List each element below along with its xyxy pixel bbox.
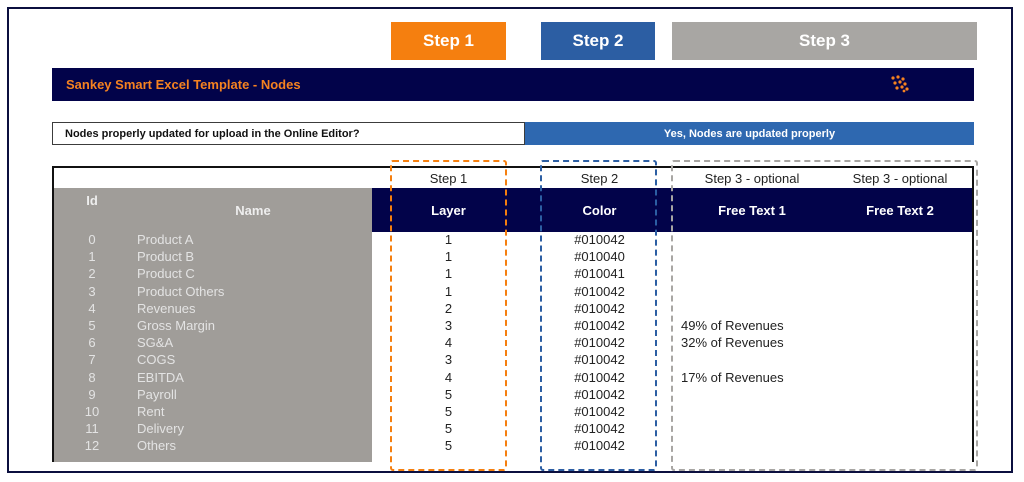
step-1-column-label: Step 1: [429, 170, 468, 186]
row-layer: 5: [444, 438, 453, 454]
row-id: 8: [88, 369, 96, 385]
row-layer: 2: [444, 300, 453, 316]
row-layer: 1: [444, 232, 453, 247]
row-color: #010042: [574, 386, 625, 402]
row-layer: 4: [444, 369, 453, 385]
row-color: #010042: [574, 232, 625, 247]
id-header: Id: [86, 193, 98, 208]
row-layer: 1: [444, 249, 453, 265]
row-id: 9: [88, 386, 96, 402]
layer-header: Layer: [431, 202, 466, 218]
row-id: 10: [84, 404, 100, 419]
row-free-text-1: 32% of Revenues: [681, 335, 784, 351]
row-id: 4: [88, 300, 96, 316]
step-3-highlight: [671, 160, 978, 471]
row-id: 5: [88, 318, 96, 333]
row-id: 3: [88, 283, 96, 299]
row-layer: 1: [444, 266, 453, 282]
row-id: 1: [88, 249, 96, 265]
row-layer: 3: [444, 318, 453, 333]
free-text-1-header: Free Text 1: [718, 202, 786, 218]
row-name: Gross Margin: [137, 318, 216, 333]
row-name: Product B: [137, 249, 195, 265]
step-2-button[interactable]: Step 2: [541, 22, 655, 60]
row-layer: 1: [444, 283, 453, 299]
update-check-question: [52, 122, 525, 145]
update-check-status: [525, 122, 974, 145]
row-name: Rent: [137, 404, 165, 419]
step-3-free1-label: Step 3 - optional: [704, 170, 800, 186]
row-id: 12: [84, 438, 100, 454]
step-2-column-label: Step 2: [580, 170, 619, 186]
banner-title: Sankey Smart Excel Template - Nodes: [66, 77, 301, 92]
color-header: Color: [582, 202, 617, 218]
sankey-logo-icon: [889, 74, 911, 94]
row-id: 7: [88, 352, 96, 368]
row-name: SG&A: [137, 335, 174, 351]
row-name: Product A: [137, 232, 194, 247]
step-3-free2-label: Step 3 - optional: [852, 170, 948, 186]
row-layer: 5: [444, 386, 453, 402]
row-name: Product C: [137, 266, 195, 282]
row-color: #010042: [574, 352, 625, 368]
status-text: Yes, Nodes are updated properly: [663, 127, 836, 140]
template-banner: [52, 68, 974, 101]
row-id: 0: [88, 232, 96, 247]
row-name: COGS: [137, 352, 176, 368]
row-layer: 5: [444, 404, 453, 419]
row-color: #010042: [574, 283, 625, 299]
row-id: 2: [88, 266, 96, 282]
free-text-2-header: Free Text 2: [866, 202, 934, 218]
step-2-highlight: [540, 160, 657, 471]
row-name: EBITDA: [137, 369, 184, 385]
row-color: #010042: [574, 318, 625, 333]
row-free-text-1: 49% of Revenues: [681, 318, 784, 333]
row-layer: 5: [444, 421, 453, 437]
row-id: 11: [85, 421, 99, 437]
row-name: Payroll: [137, 386, 177, 402]
row-layer: 4: [444, 335, 453, 351]
row-color: #010041: [574, 266, 625, 282]
name-header: Name: [235, 203, 271, 218]
step-1-button[interactable]: Step 1: [391, 22, 506, 60]
row-layer: 3: [444, 352, 453, 368]
row-color: #010040: [574, 249, 625, 265]
row-color: #010042: [574, 421, 625, 437]
row-id: 6: [88, 335, 96, 351]
row-name: Product Others: [137, 283, 225, 299]
row-name: Delivery: [137, 421, 184, 437]
row-color: #010042: [574, 300, 625, 316]
row-free-text-1: 17% of Revenues: [681, 369, 784, 385]
question-text: Nodes properly updated for upload in the Online Editor?: [65, 127, 360, 140]
row-color: #010042: [574, 335, 625, 351]
row-color: #010042: [574, 369, 625, 385]
step-1-highlight: [390, 160, 507, 471]
row-name: Others: [137, 438, 177, 454]
row-name: Revenues: [137, 300, 196, 316]
row-color: #010042: [574, 438, 625, 454]
row-color: #010042: [574, 404, 625, 419]
step-3-button[interactable]: Step 3: [672, 22, 977, 60]
